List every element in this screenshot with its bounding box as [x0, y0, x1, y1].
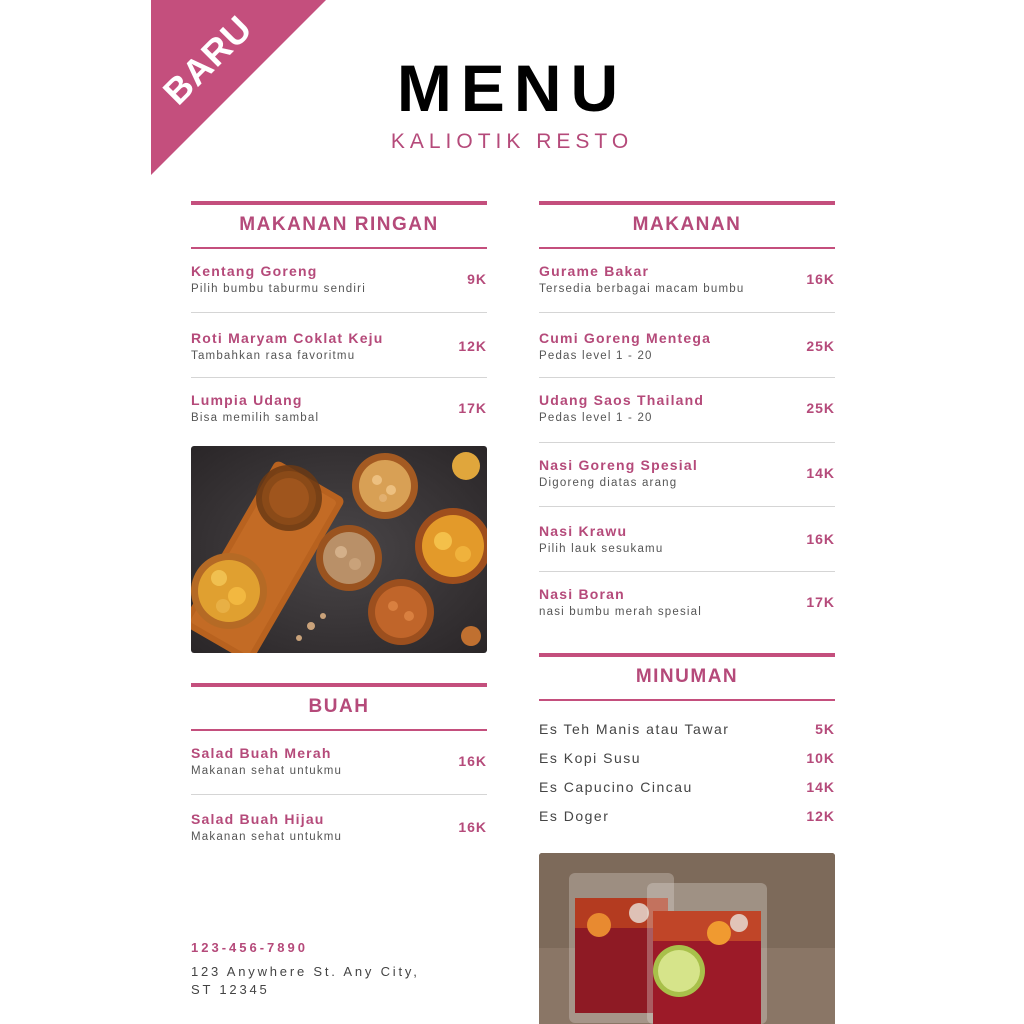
drink-price: 5K	[815, 721, 835, 737]
item-price: 14K	[806, 465, 835, 481]
drink-price: 12K	[806, 808, 835, 824]
menu-item	[539, 457, 835, 507]
item-price: 16K	[458, 819, 487, 835]
item-price: 9K	[467, 271, 487, 287]
item-name: Nasi Krawu	[539, 523, 628, 539]
menu-item	[191, 263, 487, 313]
section-header-snacks: MAKANAN RINGAN	[191, 201, 487, 249]
item-desc: Pilih lauk sesukamu	[539, 543, 664, 555]
item-desc: Tersedia berbagai macam bumbu	[539, 283, 745, 295]
snacks-illustration	[191, 446, 487, 653]
menu-item	[539, 523, 835, 572]
item-name: Lumpia Udang	[191, 392, 303, 408]
menu-item	[539, 392, 835, 443]
drink-item	[539, 721, 835, 743]
drink-price: 14K	[806, 779, 835, 795]
drink-price: 10K	[806, 750, 835, 766]
item-name: Salad Buah Hijau	[191, 811, 325, 827]
menu-item	[539, 263, 835, 313]
item-desc: Pedas level 1 - 20	[539, 412, 653, 424]
item-name: Salad Buah Merah	[191, 745, 332, 761]
item-name: Gurame Bakar	[539, 263, 650, 279]
item-price: 17K	[458, 400, 487, 416]
item-price: 16K	[458, 753, 487, 769]
drink-name: Es Doger	[539, 808, 610, 824]
item-desc: Digoreng diatas arang	[539, 477, 678, 489]
restaurant-name: KALIOTIK RESTO	[390, 130, 634, 153]
item-desc: nasi bumbu merah spesial	[539, 606, 703, 618]
section-header-drinks: MINUMAN	[539, 653, 835, 701]
drink-item	[539, 808, 835, 830]
address-line-2: ST 12345	[191, 982, 270, 997]
drink-name: Es Teh Manis atau Tawar	[539, 721, 730, 737]
drink-name: Es Kopi Susu	[539, 750, 642, 766]
section-header-food: MAKANAN	[539, 201, 835, 249]
address-line-1: 123 Anywhere St. Any City,	[191, 964, 420, 979]
item-price: 25K	[806, 400, 835, 416]
item-desc: Pilih bumbu taburmu sendiri	[191, 283, 366, 295]
drink-item	[539, 750, 835, 772]
section-header-fruit: BUAH	[191, 683, 487, 731]
menu-item	[539, 586, 835, 626]
item-desc: Makanan sehat untukmu	[191, 831, 343, 843]
item-price: 17K	[806, 594, 835, 610]
menu-item	[191, 811, 487, 851]
item-price: 16K	[806, 271, 835, 287]
menu-item	[191, 392, 487, 432]
item-name: Kentang Goreng	[191, 263, 318, 279]
item-desc: Tambahkan rasa favoritmu	[191, 350, 356, 362]
menu-item	[539, 330, 835, 378]
item-name: Roti Maryam Coklat Keju	[191, 330, 384, 346]
drink-item	[539, 779, 835, 801]
drink-name: Es Capucino Cincau	[539, 779, 693, 795]
item-desc: Makanan sehat untukmu	[191, 765, 343, 777]
item-price: 12K	[458, 338, 487, 354]
phone-number: 123-456-7890	[191, 940, 308, 955]
page-title: MENU	[396, 51, 628, 125]
ribbon-label: BARU	[154, 7, 261, 113]
item-desc: Pedas level 1 - 20	[539, 350, 653, 362]
item-name: Nasi Boran	[539, 586, 625, 602]
item-price: 16K	[806, 531, 835, 547]
menu-item	[191, 745, 487, 795]
snacks-photo	[191, 446, 487, 653]
menu-item	[191, 330, 487, 378]
item-name: Cumi Goreng Mentega	[539, 330, 712, 346]
item-desc: Bisa memilih sambal	[191, 412, 320, 424]
item-name: Udang Saos Thailand	[539, 392, 705, 408]
drinks-photo	[539, 853, 835, 1024]
item-name: Nasi Goreng Spesial	[539, 457, 698, 473]
address	[191, 963, 420, 999]
item-price: 25K	[806, 338, 835, 354]
drinks-illustration	[539, 853, 835, 1024]
